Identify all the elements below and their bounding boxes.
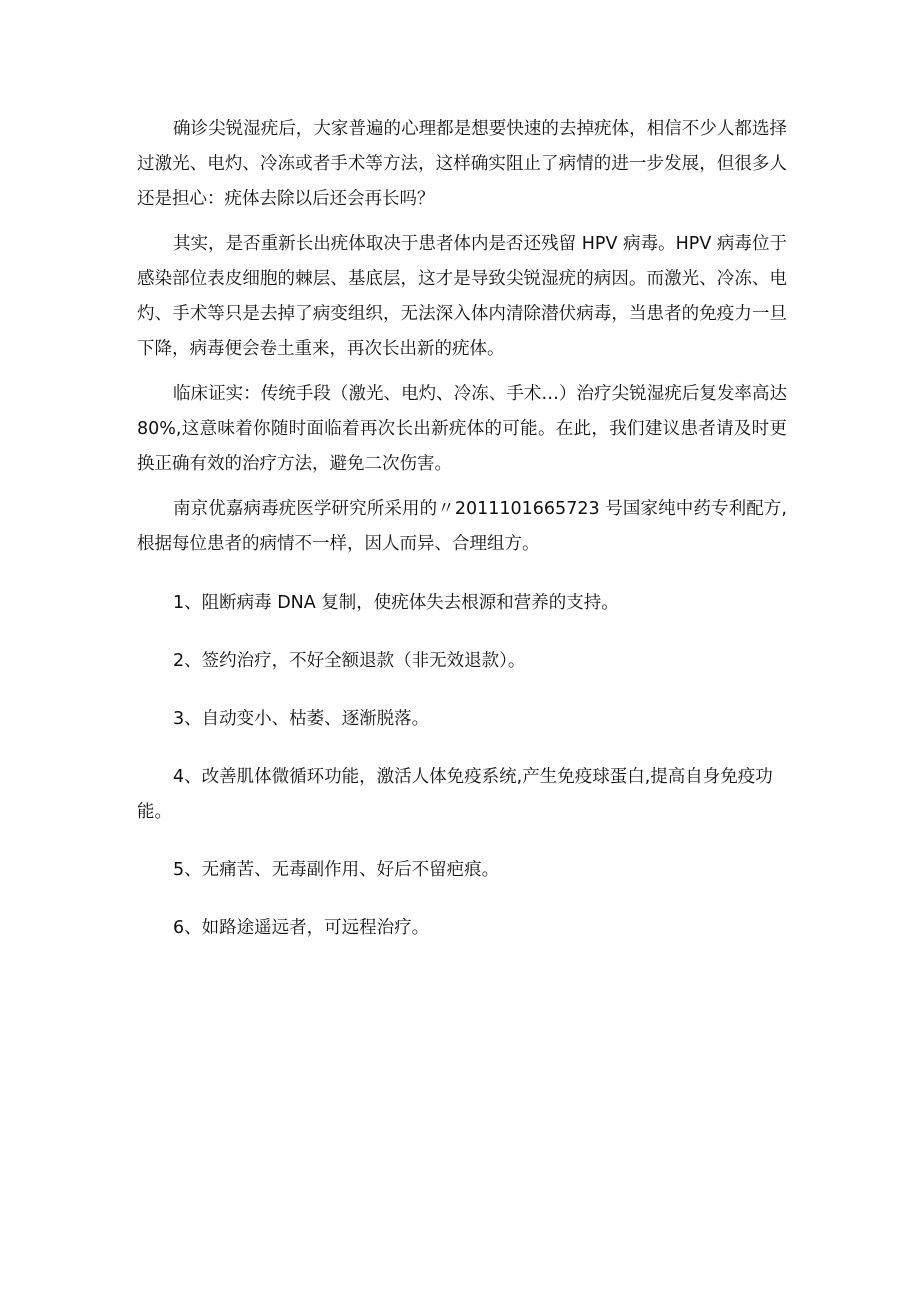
paragraph-clinical: 临床证实：传统手段（激光、电灼、冷冻、手术…）治疗尖锐湿疣后复发率高达 80%,这意味着你随时面临着再次长出新疣体的可能。在此，我们建议患者请及时更换正确有效的治疗方法，避免二次伤害。 xyxy=(137,384,787,474)
paragraph-intro: 确诊尖锐湿疣后，大家普遍的心理都是想要快速的去掉疣体，相信不少人都选择过激光、电灼、冷冻或者手术等方法，这样确实阻止了病情的进一步发展，但很多人还是担心：疣体去除以后还会再长吗？ xyxy=(137,119,787,209)
list-item: 6、如路途遥远者，可远程治疗。 xyxy=(173,918,430,938)
paragraph-institute: 南京优嘉病毒疣医学研究所采用的〃2011101665723 号国家纯中药专利配方,根据每位患者的病情不一样，因人而异、合理组方。 xyxy=(137,499,787,554)
list-item: 3、自动变小、枯萎、逐渐脱落。 xyxy=(173,709,430,729)
document-body xyxy=(137,112,787,969)
list-item: 4、改善肌体微循环功能，激活人体免疫系统,产生免疫球蛋白,提高自身免疫功能。 xyxy=(137,767,773,822)
list-item: 1、阻断病毒 DNA 复制，使疣体失去根源和营养的支持。 xyxy=(173,593,619,613)
paragraph-explanation: 其实，是否重新长出疣体取决于患者体内是否还残留 HPV 病毒。HPV 病毒位于感染部位表皮细胞的棘层、基底层，这才是导致尖锐湿疣的病因。而激光、冷冻、电灼、手术等只是去掉了病变组织，无法深入体内清除潜伏病毒，当患者的免疫力一旦下降，病毒便会卷土重来，再次长出新的疣体。 xyxy=(137,234,787,359)
list-item: 2、签约治疗，不好全额退款（非无效退款）。 xyxy=(173,651,526,671)
list-item: 5、无痛苦、无毒副作用、好后不留疤痕。 xyxy=(173,860,500,880)
feature-list xyxy=(137,586,787,946)
